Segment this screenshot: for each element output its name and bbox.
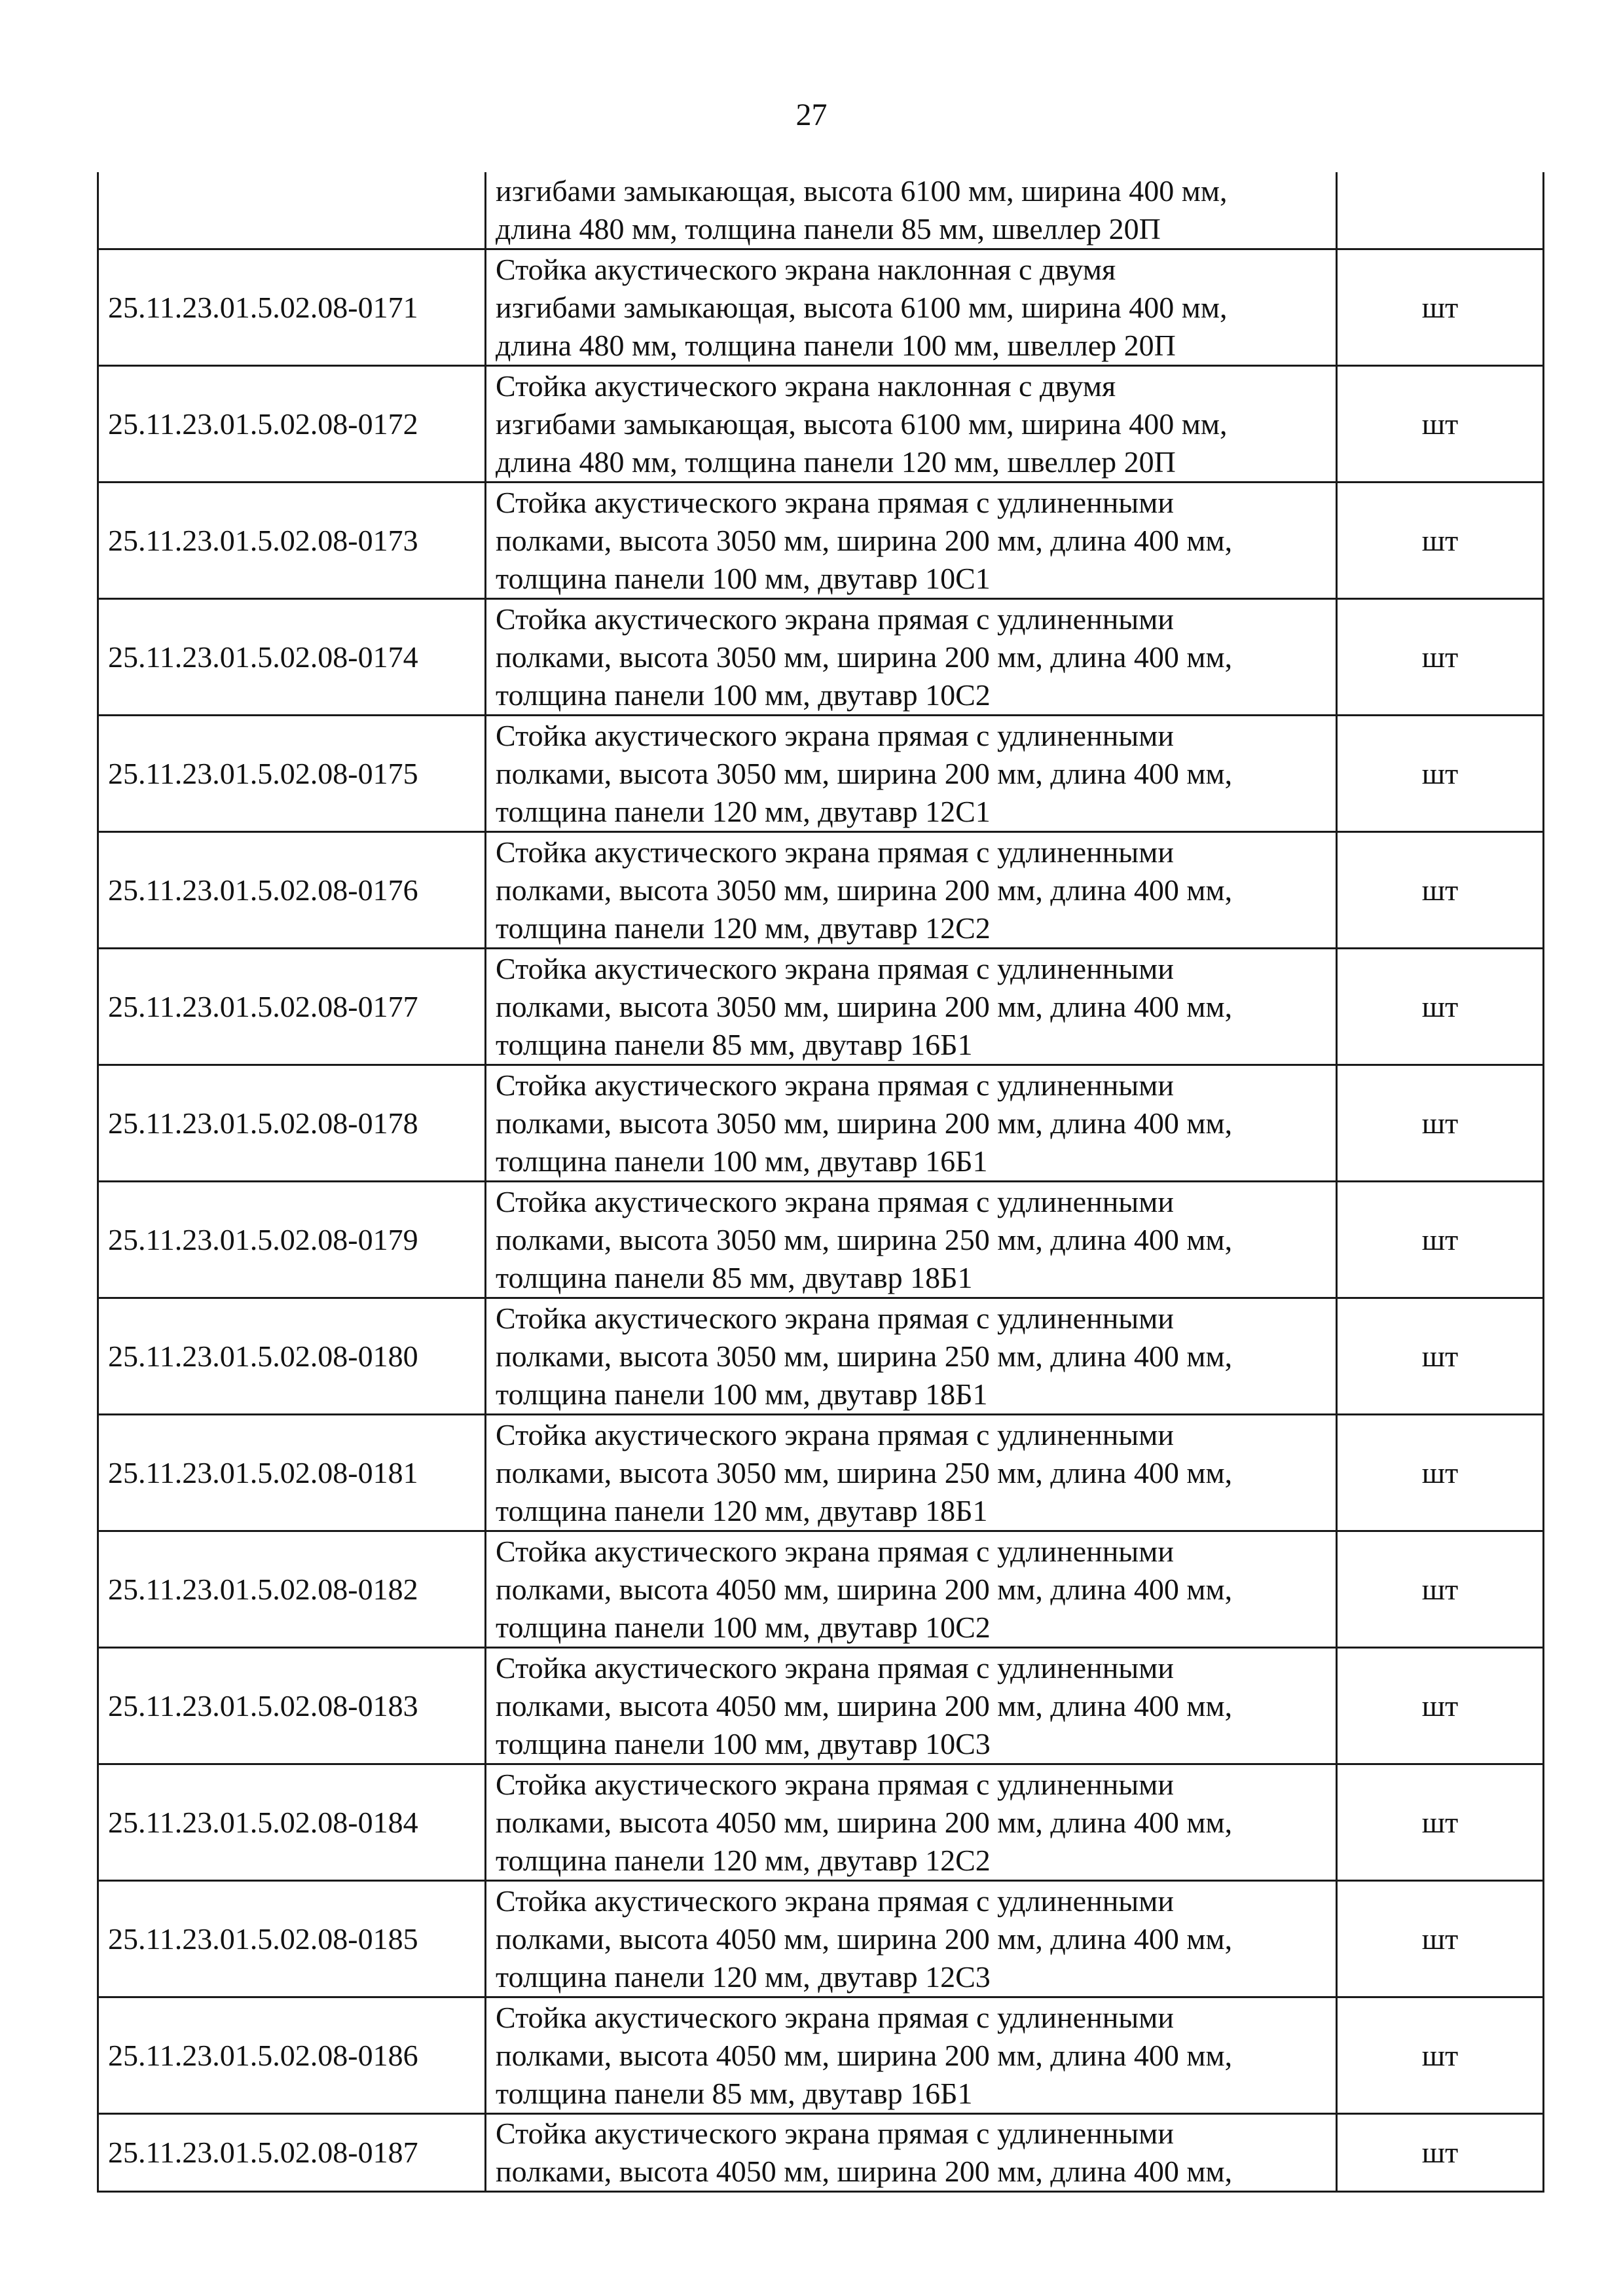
description-line: толщина панели 85 мм, двутавр 18Б1 xyxy=(496,1260,973,1294)
table-row-last xyxy=(98,2114,1544,2192)
description-line: полками, высота 4050 мм, ширина 200 мм, длина 400 мм, xyxy=(496,1805,1233,1839)
table-row xyxy=(98,366,1544,483)
unit-cell: шт xyxy=(1337,949,1544,1065)
description-line: Стойка акустического экрана наклонная с двумя xyxy=(496,252,1116,286)
unit-cell: шт xyxy=(1337,1881,1544,1997)
resource-code-cell: 25.11.23.01.5.02.08-0182 xyxy=(98,1531,486,1648)
resource-description-cell xyxy=(486,716,1337,832)
resource-description-cell xyxy=(486,1997,1337,2114)
description-line: длина 480 мм, толщина панели 100 мм, швеллер 20П xyxy=(496,328,1176,362)
unit-cell xyxy=(1337,172,1544,249)
description-line: толщина панели 85 мм, двутавр 16Б1 xyxy=(496,1027,973,1061)
description-line: толщина панели 100 мм, двутавр 10С1 xyxy=(496,561,991,595)
table-row xyxy=(98,1648,1544,1764)
catalog-table-body xyxy=(98,172,1544,2192)
resource-description-cell xyxy=(486,1182,1337,1298)
unit-cell: шт xyxy=(1337,1531,1544,1648)
description-line: толщина панели 100 мм, двутавр 10С2 xyxy=(496,1610,991,1644)
table-row xyxy=(98,1531,1544,1648)
resource-code-cell: 25.11.23.01.5.02.08-0175 xyxy=(98,716,486,832)
table-row xyxy=(98,1065,1544,1182)
description-line: толщина панели 85 мм, двутавр 16Б1 xyxy=(496,2076,973,2110)
description-line: толщина панели 120 мм, двутавр 12С3 xyxy=(496,1959,991,1994)
table-row xyxy=(98,1182,1544,1298)
description-line: полками, высота 4050 мм, ширина 200 мм, длина 400 мм, xyxy=(496,1572,1233,1606)
description-line: Стойка акустического экрана прямая с удлиненными xyxy=(496,1068,1174,1102)
unit-cell: шт xyxy=(1337,249,1544,366)
resource-code-cell: 25.11.23.01.5.02.08-0172 xyxy=(98,366,486,483)
resource-code-cell: 25.11.23.01.5.02.08-0174 xyxy=(98,599,486,716)
table-row xyxy=(98,716,1544,832)
resource-description-cell xyxy=(486,949,1337,1065)
resource-description-cell xyxy=(486,1065,1337,1182)
resource-code-cell: 25.11.23.01.5.02.08-0178 xyxy=(98,1065,486,1182)
description-line: толщина панели 100 мм, двутавр 18Б1 xyxy=(496,1377,988,1411)
description-line: изгибами замыкающая, высота 6100 мм, ширина 400 мм, xyxy=(496,290,1228,324)
table-row xyxy=(98,1298,1544,1415)
description-line: полками, высота 3050 мм, ширина 250 мм, длина 400 мм, xyxy=(496,1339,1233,1373)
resource-description-cell xyxy=(486,2114,1337,2192)
description-line: Стойка акустического экрана прямая с удлиненными xyxy=(496,2000,1174,2034)
unit-cell: шт xyxy=(1337,483,1544,599)
description-line: полками, высота 3050 мм, ширина 200 мм, длина 400 мм, xyxy=(496,1106,1233,1140)
resource-description-cell xyxy=(486,1648,1337,1764)
resource-code-cell: 25.11.23.01.5.02.08-0181 xyxy=(98,1415,486,1531)
unit-cell: шт xyxy=(1337,716,1544,832)
description-line: толщина панели 100 мм, двутавр 16Б1 xyxy=(496,1144,988,1178)
description-line: Стойка акустического экрана прямая с удлиненными xyxy=(496,1650,1174,1685)
resource-code-cell xyxy=(98,172,486,249)
page-number: 27 xyxy=(795,98,828,132)
table-row xyxy=(98,599,1544,716)
description-line: Стойка акустического экрана прямая с удлиненными xyxy=(496,602,1174,636)
description-line: Стойка акустического экрана прямая с удлиненными xyxy=(496,1417,1174,1451)
description-line: полками, высота 3050 мм, ширина 200 мм, длина 400 мм, xyxy=(496,756,1233,790)
description-line: толщина панели 120 мм, двутавр 12С2 xyxy=(496,1843,991,1877)
description-line: толщина панели 120 мм, двутавр 12С1 xyxy=(496,794,991,828)
table-row xyxy=(98,1997,1544,2114)
unit-cell: шт xyxy=(1337,1182,1544,1298)
unit-cell: шт xyxy=(1337,1298,1544,1415)
description-line: Стойка акустического экрана прямая с удлиненными xyxy=(496,1301,1174,1335)
resource-description-cell xyxy=(486,1881,1337,1997)
table-row xyxy=(98,949,1544,1065)
description-line: Стойка акустического экрана прямая с удлиненными xyxy=(496,951,1174,985)
resource-code-cell: 25.11.23.01.5.02.08-0186 xyxy=(98,1997,486,2114)
table-row xyxy=(98,1881,1544,1997)
description-line: полками, высота 4050 мм, ширина 200 мм, длина 400 мм, xyxy=(496,1922,1233,1956)
resource-code-cell: 25.11.23.01.5.02.08-0173 xyxy=(98,483,486,599)
description-line: полками, высота 3050 мм, ширина 200 мм, длина 400 мм, xyxy=(496,640,1233,674)
resource-description-cell xyxy=(486,249,1337,366)
description-line: Стойка акустического экрана прямая с удлиненными xyxy=(496,1184,1174,1218)
unit-cell: шт xyxy=(1337,1415,1544,1531)
resource-code-cell: 25.11.23.01.5.02.08-0185 xyxy=(98,1881,486,1997)
unit-cell: шт xyxy=(1337,1997,1544,2114)
resource-description-cell xyxy=(486,366,1337,483)
table-row xyxy=(98,832,1544,949)
table-row xyxy=(98,1764,1544,1881)
unit-cell: шт xyxy=(1337,832,1544,949)
unit-cell: шт xyxy=(1337,366,1544,483)
resource-code-cell: 25.11.23.01.5.02.08-0171 xyxy=(98,249,486,366)
description-line: полками, высота 3050 мм, ширина 200 мм, длина 400 мм, xyxy=(496,873,1233,907)
resource-description-cell xyxy=(486,483,1337,599)
resource-description-cell xyxy=(486,1764,1337,1881)
resource-code-cell: 25.11.23.01.5.02.08-0177 xyxy=(98,949,486,1065)
description-line: полками, высота 4050 мм, ширина 200 мм, длина 400 мм, xyxy=(496,1688,1233,1722)
description-line: полками, высота 4050 мм, ширина 200 мм, длина 400 мм, xyxy=(496,2038,1233,2072)
description-line: Стойка акустического экрана прямая с удлиненными xyxy=(496,2117,1174,2150)
description-line: длина 480 мм, толщина панели 120 мм, швеллер 20П xyxy=(496,445,1176,479)
description-line: Стойка акустического экрана прямая с удлиненными xyxy=(496,718,1174,752)
resource-description-cell xyxy=(486,599,1337,716)
description-line: полками, высота 3050 мм, ширина 250 мм, длина 400 мм, xyxy=(496,1222,1233,1256)
description-line: толщина панели 100 мм, двутавр 10С2 xyxy=(496,678,991,712)
resource-code-cell: 25.11.23.01.5.02.08-0183 xyxy=(98,1648,486,1764)
description-line: Стойка акустического экрана наклонная с двумя xyxy=(496,369,1116,403)
resource-description-cell xyxy=(486,172,1337,249)
description-line: полками, высота 4050 мм, ширина 200 мм, длина 400 мм, xyxy=(496,2155,1233,2188)
resource-code-cell: 25.11.23.01.5.02.08-0184 xyxy=(98,1764,486,1881)
description-line: Стойка акустического экрана прямая с удлиненными xyxy=(496,835,1174,869)
description-line: толщина панели 120 мм, двутавр 12С2 xyxy=(496,911,991,945)
description-line: изгибами замыкающая, высота 6100 мм, ширина 400 мм, xyxy=(496,174,1228,208)
unit-cell: шт xyxy=(1337,599,1544,716)
table-row-continued xyxy=(98,172,1544,249)
resource-code-cell: 25.11.23.01.5.02.08-0187 xyxy=(98,2114,486,2192)
resource-description-cell xyxy=(486,1531,1337,1648)
description-line: полками, высота 3050 мм, ширина 200 мм, длина 400 мм, xyxy=(496,989,1233,1023)
description-line: полками, высота 3050 мм, ширина 250 мм, длина 400 мм, xyxy=(496,1455,1233,1489)
table-row xyxy=(98,483,1544,599)
unit-cell: шт xyxy=(1337,1065,1544,1182)
resource-description-cell xyxy=(486,1415,1337,1531)
resource-code-cell: 25.11.23.01.5.02.08-0180 xyxy=(98,1298,486,1415)
table-row xyxy=(98,249,1544,366)
description-line: Стойка акустического экрана прямая с удлиненными xyxy=(496,1767,1174,1801)
description-line: изгибами замыкающая, высота 6100 мм, ширина 400 мм, xyxy=(496,407,1228,441)
description-line: толщина панели 120 мм, двутавр 18Б1 xyxy=(496,1493,988,1527)
resource-code-cell: 25.11.23.01.5.02.08-0179 xyxy=(98,1182,486,1298)
description-line: длина 480 мм, толщина панели 85 мм, швеллер 20П xyxy=(496,212,1161,246)
table-row xyxy=(98,1415,1544,1531)
description-line: толщина панели 100 мм, двутавр 10С3 xyxy=(496,1726,991,1760)
description-line: Стойка акустического экрана прямая с удлиненными xyxy=(496,1534,1174,1568)
resource-description-cell xyxy=(486,832,1337,949)
unit-cell: шт xyxy=(1337,1648,1544,1764)
description-line: полками, высота 3050 мм, ширина 200 мм, длина 400 мм, xyxy=(496,523,1233,557)
description-line: Стойка акустического экрана прямая с удлиненными xyxy=(496,1884,1174,1918)
unit-cell: шт xyxy=(1337,2114,1544,2192)
description-line: Стойка акустического экрана прямая с удлиненными xyxy=(496,485,1174,519)
resource-code-cell: 25.11.23.01.5.02.08-0176 xyxy=(98,832,486,949)
resource-description-cell xyxy=(486,1298,1337,1415)
unit-cell: шт xyxy=(1337,1764,1544,1881)
resource-catalog-table xyxy=(97,172,1544,2193)
